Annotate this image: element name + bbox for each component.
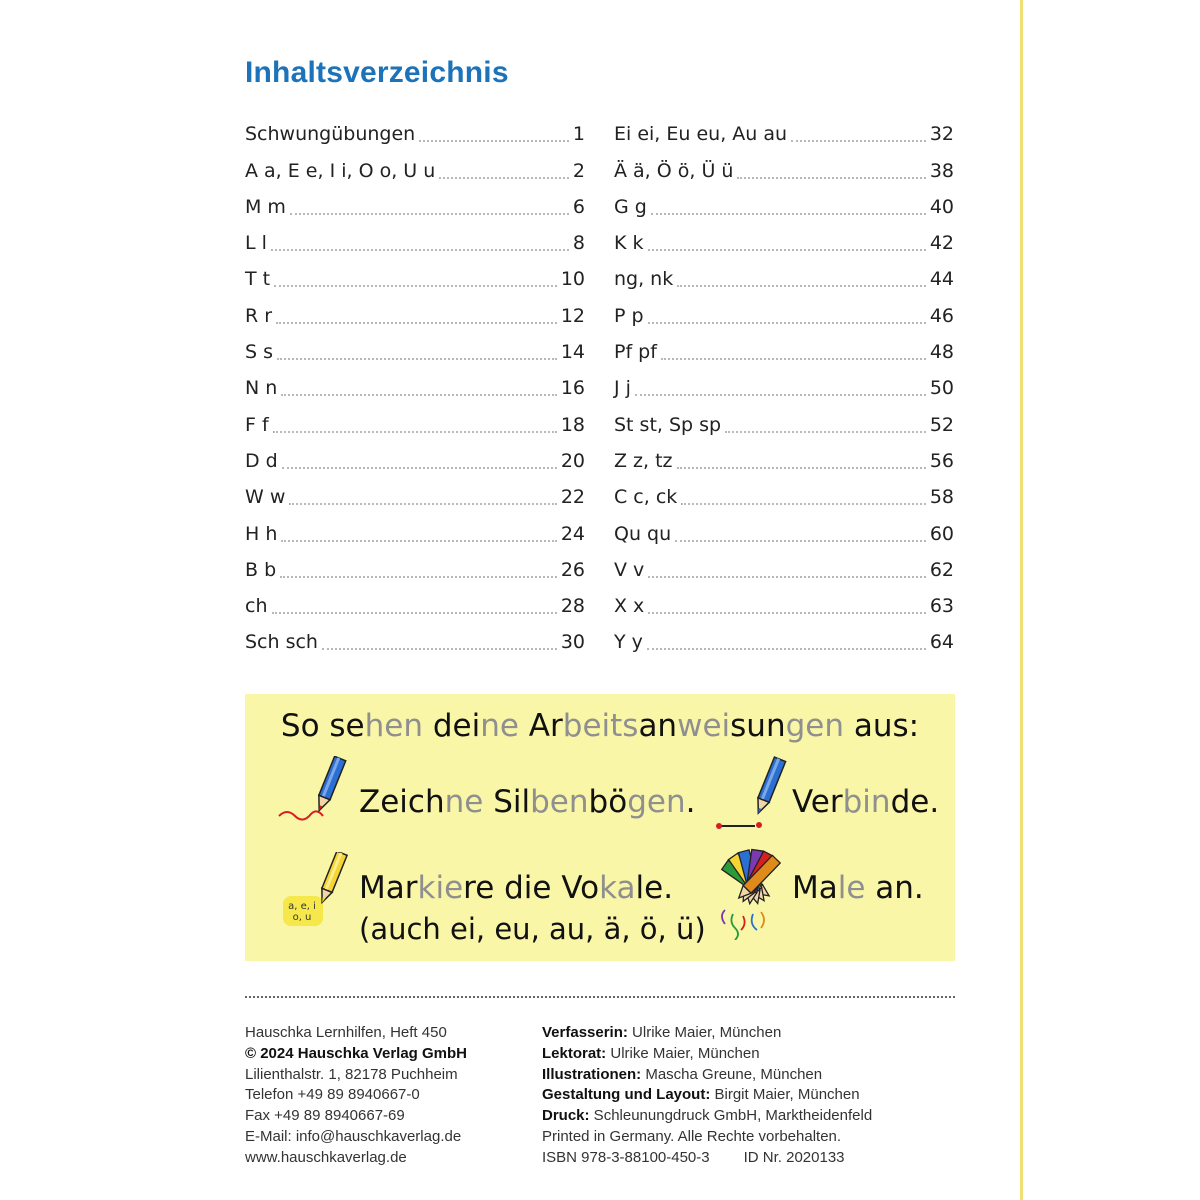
toc-entry [245, 475, 585, 511]
toc-entry-page: 28 [560, 595, 585, 618]
syllable: Ma [792, 870, 838, 906]
toc-entry-page: 48 [929, 341, 954, 364]
toc-leader-dots [281, 539, 556, 542]
syllable: Ar [518, 708, 563, 744]
toc-leader-dots [647, 647, 926, 650]
credit-value: Printed in Germany. Alle Rechte vorbehalten. [542, 1127, 842, 1145]
blue-pencil-arc-icon [273, 756, 353, 828]
syllable: Zeich [359, 784, 445, 820]
toc-entry-page: 20 [560, 449, 585, 472]
toc-entry-label: Pf pf [614, 341, 657, 364]
toc-leader-dots [677, 284, 926, 287]
toc-leader-dots [290, 212, 569, 215]
toc-leader-dots [289, 502, 556, 505]
toc-leader-dots [439, 176, 569, 179]
toc-leader-dots [635, 393, 926, 396]
toc-entry-page: 44 [929, 268, 954, 291]
toc-leader-dots [419, 139, 569, 142]
toc-entry-label: M m [245, 195, 286, 218]
toc-entry-label: C c, ck [614, 486, 678, 509]
toc-leader-dots [271, 248, 569, 251]
toc-entry [245, 112, 585, 148]
toc-leader-dots [277, 357, 557, 360]
toc-entry-page: 50 [929, 377, 954, 400]
toc-entry [245, 366, 585, 402]
isbn: ISBN 978-3-88100-450-3 [542, 1148, 710, 1166]
toc-entry-label: J j [614, 377, 631, 400]
toc-entry-page: 8 [572, 232, 585, 255]
instructions-box [245, 694, 955, 961]
syllable-highlight: ne [480, 708, 519, 744]
credit-line [542, 1023, 872, 1044]
toc-entry-page: 6 [572, 195, 585, 218]
toc-entry [245, 148, 585, 184]
toc-entry [614, 330, 954, 366]
instruction-mark-vowels-sub: (auch ei, eu, au, ä, ö, ü) [359, 912, 706, 946]
toc-entry [245, 293, 585, 329]
toc-entry-label: St st, Sp sp [614, 413, 722, 436]
toc-entry [614, 185, 954, 221]
toc-leader-dots [661, 357, 926, 360]
toc-entry-label: K k [614, 232, 644, 255]
imprint-text: Telefon +49 89 8940667-0 [245, 1086, 420, 1104]
id-number: ID Nr. 2020133 [743, 1148, 845, 1166]
imprint-line [245, 1148, 467, 1169]
toc-entry-page: 12 [560, 304, 585, 327]
toc-entry [614, 221, 954, 257]
toc-leader-dots [648, 575, 926, 578]
credit-role: Lektorat: [542, 1044, 607, 1062]
toc-entry [245, 620, 585, 656]
toc-entry-label: L l [245, 232, 267, 255]
toc-entry [614, 366, 954, 402]
page-title: Inhaltsverzeichnis [245, 56, 509, 89]
toc-entry-page: 63 [929, 595, 954, 618]
syllable: Ver [792, 784, 843, 820]
credit-role: Gestaltung und Layout: [542, 1086, 711, 1104]
toc-entry-label: F f [245, 413, 269, 436]
syllable-highlight: bin [842, 784, 891, 820]
toc-leader-dots [737, 176, 925, 179]
toc-entry-page: 18 [560, 413, 585, 436]
instructions-heading [245, 708, 955, 744]
syllable: Sil [483, 784, 531, 820]
imprint-text: Fax +49 89 8940667-69 [245, 1107, 405, 1125]
toc-entry-page: 22 [560, 486, 585, 509]
toc-entry-label: X x [614, 595, 645, 618]
toc-entry-page: 40 [929, 195, 954, 218]
toc-leader-dots [648, 248, 926, 251]
imprint-line [245, 1106, 467, 1127]
syllable-highlight: ne [444, 784, 484, 820]
toc-entry-label: S s [245, 341, 273, 364]
toc-entry [245, 257, 585, 293]
toc-entry [245, 185, 585, 221]
toc-leader-dots [273, 430, 557, 433]
credit-role: Illustrationen: [542, 1065, 642, 1083]
toc-leader-dots [648, 611, 926, 614]
credit-value: Ulrike Maier, München [606, 1044, 760, 1062]
toc-entry [245, 439, 585, 475]
colored-pencils-icon [713, 844, 799, 940]
syllable-highlight: hen [364, 708, 423, 744]
imprint-line [245, 1065, 467, 1086]
syllable: an. [865, 870, 924, 906]
toc-entry-label: Sch sch [245, 631, 318, 654]
toc-leader-dots [651, 212, 926, 215]
toc-leader-dots [791, 139, 926, 142]
toc-leader-dots [675, 539, 926, 542]
toc-entry-label: Ei ei, Eu eu, Au au [614, 123, 788, 146]
toc-entry-label: A a, E e, I i, O o, U u [245, 159, 436, 182]
toc-leader-dots [272, 611, 557, 614]
credit-value: Ulrike Maier, München [627, 1024, 782, 1041]
syllable: re die Vo [463, 870, 600, 906]
syllable: dei [423, 708, 481, 744]
imprint-line [245, 1085, 467, 1106]
syllable: le. [635, 870, 674, 906]
toc-entry-page: 10 [560, 268, 585, 291]
toc-entry [245, 511, 585, 547]
toc-leader-dots [322, 647, 557, 650]
syllable: Mar [359, 870, 418, 906]
toc-entry [245, 584, 585, 620]
imprint-line [245, 1127, 467, 1148]
toc-entry [614, 148, 954, 184]
toc-entry [614, 293, 954, 329]
toc-entry [614, 511, 954, 547]
toc-entry [614, 257, 954, 293]
toc-entry [614, 584, 954, 620]
instruction-mark-vowels [359, 870, 673, 906]
toc-entry-label: T t [245, 268, 271, 291]
credit-line [542, 1085, 872, 1106]
toc-entry-label: W w [245, 486, 286, 509]
toc-entry-label: ng, nk [614, 268, 674, 291]
imprint-publisher [245, 1023, 467, 1169]
syllable: aus: [844, 708, 920, 744]
toc-leader-dots [274, 284, 557, 287]
syllable-highlight: le [837, 870, 866, 906]
credit-role: Verfasserin: [542, 1024, 628, 1041]
page-edge-stripe [1020, 0, 1023, 1200]
toc-entry-label: D d [245, 449, 278, 472]
toc-entry-page: 24 [560, 522, 585, 545]
syllable: de. [890, 784, 940, 820]
toc-entry [614, 402, 954, 438]
credit-value: Schleunungdruck GmbH, Marktheidenfeld [589, 1107, 873, 1125]
toc-column-right [614, 112, 954, 656]
syllable: sun [730, 708, 786, 744]
toc-entry-label: V v [614, 558, 645, 581]
credit-value: Birgit Maier, München [710, 1086, 860, 1104]
toc-entry-label: ch [245, 595, 268, 618]
toc-entry [245, 402, 585, 438]
toc-leader-dots [648, 321, 926, 324]
credit-line [542, 1065, 872, 1086]
toc-entry [614, 475, 954, 511]
syllable: bö [588, 784, 628, 820]
toc-leader-dots [677, 466, 926, 469]
toc-entry-label: P p [614, 304, 644, 327]
toc-leader-dots [280, 575, 557, 578]
toc-entry-page: 16 [560, 377, 585, 400]
syllable-highlight: gen [785, 708, 844, 744]
toc-entry-label: Y y [614, 631, 643, 654]
imprint-text: Lilienthalstr. 1, 82178 Puchheim [245, 1065, 458, 1083]
toc-entry-page: 60 [929, 522, 954, 545]
toc-entry-label: B b [245, 558, 277, 581]
toc-leader-dots [725, 430, 926, 433]
imprint-text: © 2024 Hauschka Verlag GmbH [245, 1044, 467, 1062]
toc-entry-page: 52 [929, 413, 954, 436]
syllable-highlight: ben [530, 784, 589, 820]
toc-leader-dots [681, 502, 926, 505]
toc-entry-page: 64 [929, 631, 954, 654]
toc-entry-page: 56 [929, 449, 954, 472]
toc-entry-label: G g [614, 195, 647, 218]
toc-entry-page: 42 [929, 232, 954, 255]
imprint-separator [245, 996, 955, 998]
vowel-tag-line2: o, u [292, 912, 312, 923]
toc-leader-dots [282, 466, 557, 469]
instruction-connect [792, 784, 939, 820]
toc-entry-label: N n [245, 377, 278, 400]
imprint-line [245, 1044, 467, 1065]
imprint-credits [542, 1023, 872, 1169]
toc-entry [614, 620, 954, 656]
syllable-highlight: gen [627, 784, 686, 820]
toc-entry [245, 221, 585, 257]
credit-line [542, 1106, 872, 1127]
syllable: . [685, 784, 696, 820]
toc-entry [614, 548, 954, 584]
toc-entry [614, 439, 954, 475]
instruction-color-in [792, 870, 924, 906]
toc-entry [614, 112, 954, 148]
toc-entry-page: 58 [929, 486, 954, 509]
toc-entry [245, 548, 585, 584]
credit-role: Druck: [542, 1107, 590, 1125]
toc-entry-label: Z z, tz [614, 449, 673, 472]
syllable-highlight: wei [677, 708, 731, 744]
instruction-syllable-arcs [359, 784, 695, 820]
toc-leader-dots [276, 321, 557, 324]
toc-entry-label: R r [245, 304, 273, 327]
toc-entry-page: 26 [560, 558, 585, 581]
syllable-highlight: ka [599, 870, 636, 906]
toc-entry-page: 32 [929, 123, 954, 146]
blue-pencil-connect-icon [711, 756, 791, 836]
toc-entry-label: H h [245, 522, 278, 545]
toc-entry-page: 1 [572, 123, 585, 146]
syllable-highlight: beits [562, 708, 639, 744]
syllable: So se [280, 708, 365, 744]
toc-leader-dots [281, 393, 557, 396]
imprint-text: www.hauschkaverlag.de [245, 1148, 407, 1166]
vowel-tag-line1: a, e, i [288, 901, 316, 912]
credit-line [542, 1044, 872, 1065]
toc-column-left [245, 112, 585, 656]
toc-entry-label: Schwungübungen [245, 123, 416, 146]
toc-entry-page: 38 [929, 159, 954, 182]
imprint-text: E-Mail: info@hauschkaverlag.de [245, 1127, 462, 1145]
toc-entry-page: 14 [560, 341, 585, 364]
syllable-highlight: kie [417, 870, 464, 906]
imprint-text: Hauschka Lernhilfen, Heft 450 [245, 1024, 447, 1041]
toc-entry-page: 46 [929, 304, 954, 327]
credit-value: Mascha Greune, München [641, 1065, 823, 1083]
syllable: an [638, 708, 678, 744]
vowel-tag [285, 901, 319, 923]
toc-entry-label: Ä ä, Ö ö, Ü ü [614, 159, 734, 182]
imprint-line [245, 1023, 467, 1044]
toc-entry-page: 30 [560, 631, 585, 654]
imprint-isbn-line [542, 1148, 872, 1169]
toc-entry-page: 62 [929, 558, 954, 581]
toc-entry-label: Qu qu [614, 522, 672, 545]
credit-line [542, 1127, 872, 1148]
toc-entry [245, 330, 585, 366]
toc-entry-page: 2 [572, 159, 585, 182]
